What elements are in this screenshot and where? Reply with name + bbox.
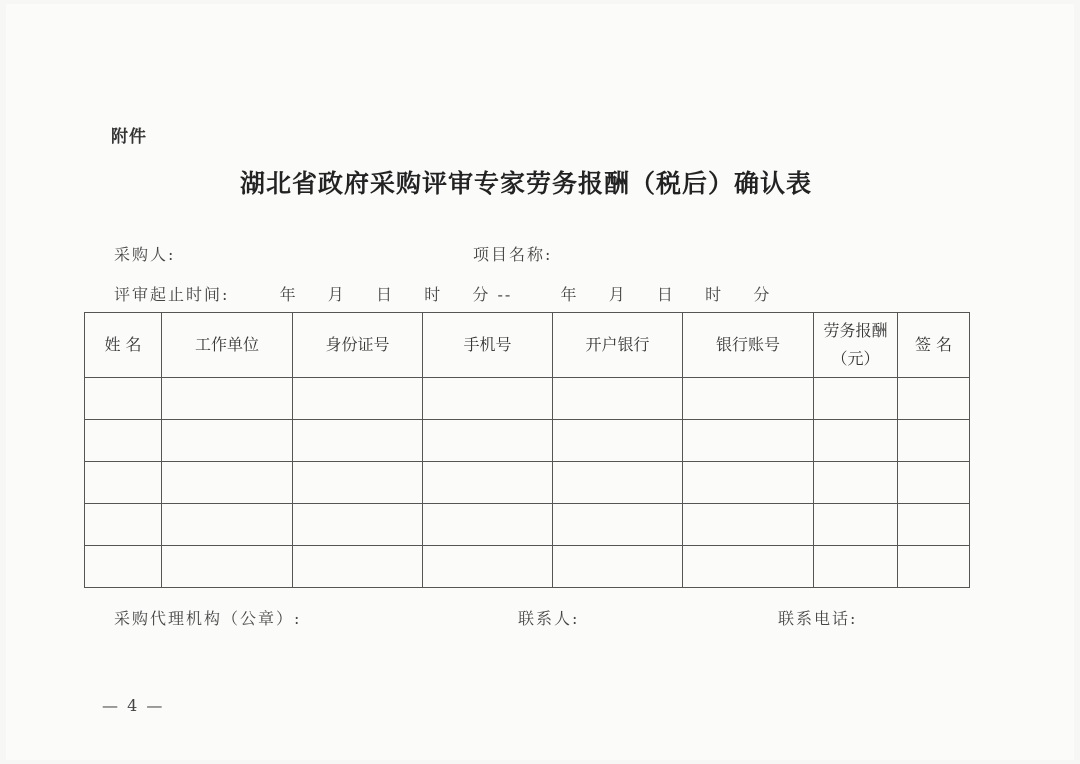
cell-name[interactable]: [85, 546, 162, 588]
cell-id-number[interactable]: [293, 546, 423, 588]
page-title: 湖北省政府采购评审专家劳务报酬（税后）确认表: [239, 169, 812, 198]
cell-account[interactable]: [683, 546, 814, 588]
cell-bank[interactable]: [553, 504, 683, 546]
end-year-unit: 年: [560, 285, 579, 304]
cell-signature[interactable]: [898, 378, 970, 420]
cell-name[interactable]: [85, 378, 162, 420]
cell-phone[interactable]: [423, 504, 553, 546]
cell-bank[interactable]: [553, 420, 683, 462]
cell-phone[interactable]: [423, 378, 553, 420]
header-fee-line1: 劳务报酬: [823, 321, 888, 340]
project-name-label: 项目名称:: [473, 245, 553, 264]
cell-name[interactable]: [85, 504, 162, 546]
contact-person-label: 联系人:: [518, 609, 580, 628]
cell-account[interactable]: [683, 462, 814, 504]
cell-account[interactable]: [683, 420, 814, 462]
cell-employer[interactable]: [162, 378, 293, 420]
cell-fee[interactable]: [814, 462, 898, 504]
table-header-row: [85, 313, 970, 378]
cell-name[interactable]: [85, 462, 162, 504]
cell-signature[interactable]: [898, 462, 970, 504]
table-row: [85, 462, 970, 504]
cell-fee[interactable]: [814, 504, 898, 546]
header-fee: [814, 313, 898, 378]
page-number: — 4 —: [102, 696, 165, 715]
cell-employer[interactable]: [162, 462, 293, 504]
cell-id-number[interactable]: [293, 420, 423, 462]
cell-bank[interactable]: [553, 546, 683, 588]
end-day-unit: 日: [656, 285, 675, 304]
cell-signature[interactable]: [898, 420, 970, 462]
cell-bank[interactable]: [553, 378, 683, 420]
cell-phone[interactable]: [423, 420, 553, 462]
cell-fee[interactable]: [814, 546, 898, 588]
cell-id-number[interactable]: [293, 462, 423, 504]
purchaser-label: 采购人:: [114, 245, 176, 264]
attachment-label: 附件: [111, 127, 147, 147]
header-fee-line2: （元）: [831, 349, 880, 368]
cell-account[interactable]: [683, 378, 814, 420]
cell-name[interactable]: [85, 420, 162, 462]
contact-phone-label: 联系电话:: [778, 609, 858, 628]
cell-bank[interactable]: [553, 462, 683, 504]
header-signature: 签 名: [898, 313, 970, 378]
table-row: [85, 504, 970, 546]
cell-employer[interactable]: [162, 504, 293, 546]
table-row: [85, 420, 970, 462]
start-hour-unit: 时: [424, 285, 443, 304]
expert-fee-table: [84, 312, 970, 588]
header-employer: 工作单位: [162, 313, 293, 378]
cell-fee[interactable]: [814, 420, 898, 462]
header-account: 银行账号: [683, 313, 814, 378]
table-row: [85, 546, 970, 588]
cell-signature[interactable]: [898, 546, 970, 588]
start-year-unit: 年: [279, 285, 298, 304]
header-bank: 开户银行: [553, 313, 683, 378]
header-phone: 手机号: [423, 313, 553, 378]
end-month-unit: 月: [608, 285, 627, 304]
cell-signature[interactable]: [898, 504, 970, 546]
agency-seal-label: 采购代理机构（公章）:: [114, 609, 302, 628]
start-minute-unit: 分: [472, 285, 491, 304]
review-time-label: 评审起止时间:: [114, 285, 230, 304]
cell-id-number[interactable]: [293, 504, 423, 546]
cell-id-number[interactable]: [293, 378, 423, 420]
table-row: [85, 378, 970, 420]
end-minute-unit: 分: [753, 285, 772, 304]
cell-phone[interactable]: [423, 462, 553, 504]
review-time-row: [114, 282, 771, 305]
cell-fee[interactable]: [814, 378, 898, 420]
start-day-unit: 日: [376, 285, 395, 304]
header-name: 姓 名: [85, 313, 162, 378]
end-hour-unit: 时: [705, 285, 724, 304]
cell-account[interactable]: [683, 504, 814, 546]
cell-employer[interactable]: [162, 546, 293, 588]
document-page: [6, 4, 1074, 760]
cell-employer[interactable]: [162, 420, 293, 462]
start-month-unit: 月: [327, 285, 346, 304]
cell-phone[interactable]: [423, 546, 553, 588]
time-separator: --: [497, 285, 513, 304]
header-id-number: 身份证号: [293, 313, 423, 378]
